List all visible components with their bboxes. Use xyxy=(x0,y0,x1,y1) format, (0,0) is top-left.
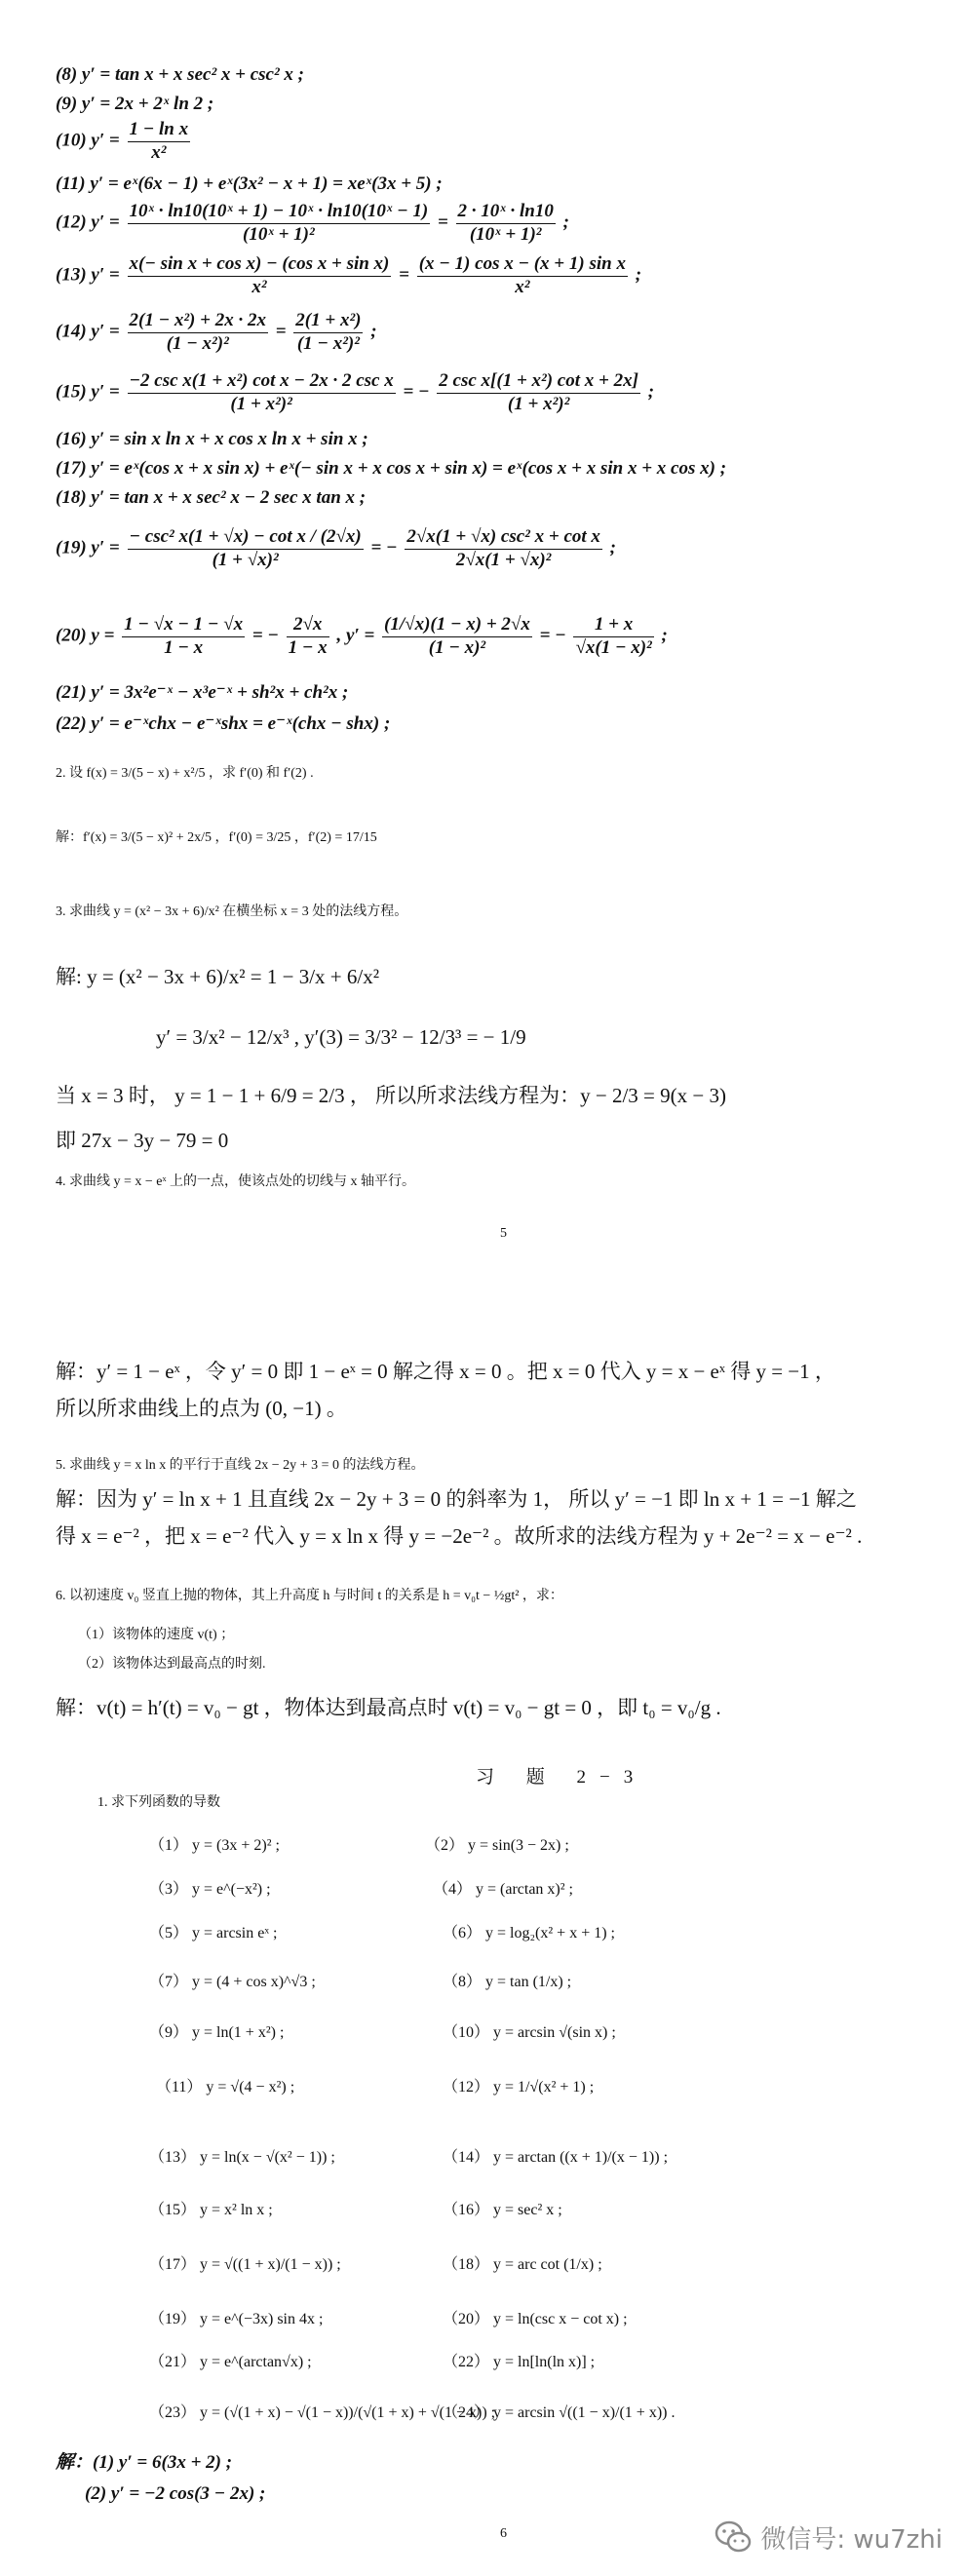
question-3-solution-1: 解: y = (x² − 3x + 6)/x² = 1 − 3/x + 6/x² xyxy=(56,965,380,988)
exercise-item-23: （23） y = (√(1 + x) − √(1 − x))/(√(1 + x) + √(1 − x)) ; xyxy=(149,2404,496,2421)
exercise-item-13: （13） y = ln(x − √(x² − 1)) ; xyxy=(149,2149,335,2166)
eq-15-label: (15) y′ = xyxy=(56,381,120,403)
exercise-item-19: （19） y = e^(−3x) sin 4x ; xyxy=(149,2311,324,2327)
eq-15-num1: −2 csc x(1 + x²) cot x − 2x · 2 csc x xyxy=(128,370,396,394)
eq-12-den2: (10ˣ + 1)² xyxy=(469,223,542,245)
watermark-text: 微信号: wu7zhi xyxy=(760,2524,943,2555)
eq-12-num2: 2 · 10ˣ · ln10 xyxy=(456,201,556,224)
eq-20-den4: √x(1 − x)² xyxy=(575,636,652,658)
exercise-item-16: （16） y = sec² x ; xyxy=(443,2202,562,2218)
eq-17: (17) y′ = eˣ(cos x + x sin x) + eˣ(− sin x + x cos x + sin x) = eˣ(cos x + x sin x + x cos x) ; xyxy=(56,458,727,479)
question-3-solution-2: y′ = 3/x² − 12/x³ , y′(3) = 3/3² − 12/3³ = − 1/9 xyxy=(156,1025,526,1049)
eq-20-label: (20) y = xyxy=(56,625,115,646)
eq-14-num1: 2(1 − x²) + 2x · 2x xyxy=(128,310,268,333)
eq-9: (9) y′ = 2x + 2ˣ ln 2 ; xyxy=(56,94,214,114)
eq-22: (22) y′ = e⁻ˣchx − e⁻ˣshx = e⁻ˣ(chx − shx) ; xyxy=(56,713,391,734)
question-2-solution: 解：f′(x) = 3/(5 − x)² + 2x/5 ，f′(0) = 3/25 ，f′(2) = 17/15 xyxy=(56,830,377,845)
answer-1: 解：(1) y′ = 6(3x + 2) ; xyxy=(56,2452,233,2473)
question-6: 6. 以初速度 v₀ 竖直上抛的物体，其上升高度 h 与时间 t 的关系是 h = v₀t − ½gt² ，求： xyxy=(56,1589,563,1603)
eq-12-den1: (10ˣ + 1)² xyxy=(243,223,315,245)
question-6-sub-1: （1）该物体的速度 v(t) ； xyxy=(78,1628,235,1642)
eq-12: (12) y′ = $\frac{\text{10ˣ · ln10(10ˣ + 1) − 10ˣ · ln10(10ˣ − 1)}}{\text{(10ˣ + 1)²}}$ = $\frac{\text{2 · 10ˣ · ln10}}{\text{(10ˣ + 1)²}}$ ; xyxy=(56,201,569,245)
exercise-item-5: （5） y = arcsin eˣ ; xyxy=(149,1925,278,1942)
question-3-solution-3: 当 x = 3 时， y = 1 − 1 + 6/9 = 2/3 ， 所以所求法线方程为：y − 2/3 = 9(x − 3) xyxy=(56,1084,726,1107)
exercise-item-7: （7） y = (4 + cos x)^√3 ; xyxy=(149,1974,316,1990)
eq-18: (18) y′ = tan x + x sec² x − 2 sec x tan x ; xyxy=(56,487,367,508)
question-4-solution-2: 所以所求曲线上的点为 (0, −1) 。 xyxy=(56,1397,347,1420)
exercise-item-4: （4） y = (arctan x)² ; xyxy=(433,1881,574,1898)
eq-20b-label: , y′ = xyxy=(336,625,375,646)
exercise-item-12: （12） y = 1/√(x² + 1) ; xyxy=(443,2079,595,2095)
eq-20-num1: 1 − √x − 1 − √x xyxy=(122,614,245,637)
eq-14-num2: 2(1 + x²) xyxy=(293,310,363,333)
exercise-item-24: （24） y = arcsin √((1 − x)/(1 + x)) . xyxy=(443,2404,676,2421)
eq-12-label: (12) y′ = xyxy=(56,211,120,233)
page-number: 6 xyxy=(500,2526,507,2541)
eq-15-den1: (1 + x²)² xyxy=(230,393,292,414)
wechat-icon xyxy=(714,2518,753,2557)
exercise-item-6: （6） y = log₂(x² + x + 1) ; xyxy=(443,1925,615,1942)
question-6-solution: 解：v(t) = h′(t) = v₀ − gt ，物体达到最高点时 v(t) = v₀ − gt = 0 ，即 t₀ = v₀/g . xyxy=(56,1696,721,1719)
eq-20-den1: 1 − x xyxy=(164,636,204,658)
eq-20-num3: (1/√x)(1 − x) + 2√x xyxy=(382,614,532,637)
question-3: 3. 求曲线 y = (x² − 3x + 6)/x² 在横坐标 x = 3 处的法线方程。 xyxy=(56,904,408,919)
exercise-item-15: （15） y = x² ln x ; xyxy=(149,2202,273,2218)
question-4-solution-1: 解：y′ = 1 − eˣ ，令 y′ = 0 即 1 − eˣ = 0 解之得 x = 0 。把 x = 0 代入 y = x − eˣ 得 y = −1 ， xyxy=(56,1360,835,1383)
page-6 xyxy=(0,1287,966,2576)
eq-16: (16) y′ = sin x ln x + x cos x ln x + sin x ; xyxy=(56,429,368,449)
eq-14: (14) y′ = $\frac{\text{2(1 − x²) + 2x · 2x}}{\text{(1 − x²)²}}$ = $\frac{\text{2(1 + x²)}}{\text{(1 − x²)²}}$ ; xyxy=(56,310,377,354)
eq-14-den2: (1 − x²)² xyxy=(296,332,360,354)
wechat-watermark xyxy=(714,2518,943,2557)
exercise-item-2: （2） y = sin(3 − 2x) ; xyxy=(425,1837,569,1854)
eq-19-num1: − csc² x(1 + √x) − cot x / (2√x) xyxy=(128,526,364,550)
answer-2: (2) y′ = −2 cos(3 − 2x) ; xyxy=(85,2483,266,2504)
eq-20-num4: 1 + x xyxy=(573,614,653,637)
exercise-item-1: （1） y = (3x + 2)² ; xyxy=(149,1837,280,1854)
eq-20-num2: 2√x xyxy=(287,614,329,637)
question-5-solution-2: 得 x = e⁻² ，把 x = e⁻² 代入 y = x ln x 得 y = −2e⁻² 。故所求的法线方程为 y + 2e⁻² = x − e⁻² . xyxy=(56,1524,863,1548)
eq-15-num2: 2 csc x[(1 + x²) cot x + 2x] xyxy=(437,370,640,394)
eq-20: (20) y = $\frac{1 - √x - 1 - √x}{1 - x}$ = − $\frac{2√x}{1 - x}$ , y′ = $\frac{(1/√x)(1 - x) + 2√x}{\text{(1 − x)²}}$ = − $\frac{1 + x}{\text{√x(1 − x)²}}$ ; xyxy=(56,614,668,658)
exercise-item-8: （8） y = tan (1/x) ; xyxy=(443,1974,572,1990)
eq-13-num2: (x − 1) cos x − (x + 1) sin x xyxy=(417,253,628,277)
eq-11: (11) y′ = eˣ(6x − 1) + eˣ(3x² − x + 1) = xeˣ(3x + 5) ; xyxy=(56,173,443,194)
eq-13-den1: x² xyxy=(251,276,267,297)
section-title: 习 题 2−3 xyxy=(476,1767,647,1788)
page-5 xyxy=(0,0,966,1287)
eq-14-label: (14) y′ = xyxy=(56,321,120,342)
eq-10-den: x² xyxy=(151,141,167,163)
eq-15: (15) y′ = −2 csc x(1 + x²) cot x − 2x · 2 csc x (1 + x²)² = − 2 csc x[(1 + x²) cot x + 2x] (1 + x²)² ; xyxy=(56,370,655,414)
question-3-solution-4: 即 27x − 3y − 79 = 0 xyxy=(56,1129,229,1152)
eq-12-num1: 10ˣ · ln10(10ˣ + 1) − 10ˣ · ln10(10ˣ − 1) xyxy=(128,201,431,224)
eq-8: (8) y′ = tan x + x sec² x + csc² x ; xyxy=(56,64,304,85)
question-6-sub-2: （2）该物体达到最高点的时刻. xyxy=(78,1657,266,1672)
eq-19: (19) y′ = − csc² x(1 + √x) − cot x / (2√x) (1 + √x)² = − 2√x(1 + √x) csc² x + cot x 2√x(1 + √x)² ; xyxy=(56,526,616,570)
question-5-solution-1: 解：因为 y′ = ln x + 1 且直线 2x − 2y + 3 = 0 的斜率为 1， 所以 y′ = −1 即 ln x + 1 = −1 解之 xyxy=(56,1487,857,1511)
eq-10-num: 1 − ln x xyxy=(128,119,191,142)
exercise-item-10: （10） y = arcsin √(sin x) ; xyxy=(443,2024,616,2041)
page-number: 5 xyxy=(500,1226,507,1241)
eq-20-den2: 1 − x xyxy=(288,636,328,658)
eq-10 xyxy=(56,119,193,165)
eq-15-den2: (1 + x²)² xyxy=(507,393,570,414)
exercise-item-9: （9） y = ln(1 + x²) ; xyxy=(149,2024,285,2041)
exercise-item-21: （21） y = e^(arctan√x) ; xyxy=(149,2354,312,2370)
question-5: 5. 求曲线 y = x ln x 的平行于直线 2x − 2y + 3 = 0 的法线方程。 xyxy=(56,1458,425,1473)
eq-19-den2: 2√x(1 + √x)² xyxy=(455,549,552,570)
exercise-item-14: （14） y = arctan ((x + 1)/(x − 1)) ; xyxy=(443,2149,669,2166)
eq-14-den1: (1 − x²)² xyxy=(166,332,229,354)
eq-13-den2: x² xyxy=(515,276,530,297)
exercise-item-20: （20） y = ln(csc x − cot x) ; xyxy=(443,2311,628,2327)
eq-10-label: (10) y′ = xyxy=(56,130,120,151)
eq-20-den3: (1 − x)² xyxy=(428,636,486,658)
eq-13-label: (13) y′ = xyxy=(56,264,120,286)
exercise-item-17: （17） y = √((1 + x)/(1 − x)) ; xyxy=(149,2256,341,2273)
question-2: 2. 设 f(x) = 3/(5 − x) + x²/5 ，求 f′(0) 和 f′(2) . xyxy=(56,766,314,781)
eq-21: (21) y′ = 3x²e⁻ˣ − x³e⁻ˣ + sh²x + ch²x ; xyxy=(56,682,349,703)
exercise-item-18: （18） y = arc cot (1/x) ; xyxy=(443,2256,602,2273)
eq-19-label: (19) y′ = xyxy=(56,537,120,558)
question-4: 4. 求曲线 y = x − eˣ 上的一点，使该点处的切线与 x 轴平行。 xyxy=(56,1174,416,1189)
exercise-item-22: （22） y = ln[ln(ln x)] ; xyxy=(443,2354,596,2370)
eq-19-den1: (1 + √x)² xyxy=(212,549,279,570)
exercise-item-11: （11） y = √(4 − x²) ; xyxy=(156,2079,295,2095)
eq-19-num2: 2√x(1 + √x) csc² x + cot x xyxy=(405,526,602,550)
exercise-item-3: （3） y = e^(−x²) ; xyxy=(149,1881,271,1898)
eq-13: (13) y′ = $\frac{\text{x(− sin x + cos x) − (cos x + sin x)}}{\text{x²}}$ = $\frac{\text{(x − 1) cos x − (x + 1) sin x}}{\text{x²}}$ ; xyxy=(56,253,642,297)
eq-13-num1: x(− sin x + cos x) − (cos x + sin x) xyxy=(128,253,392,277)
exercise-heading: 1. 求下列函数的导数 xyxy=(97,1795,220,1810)
